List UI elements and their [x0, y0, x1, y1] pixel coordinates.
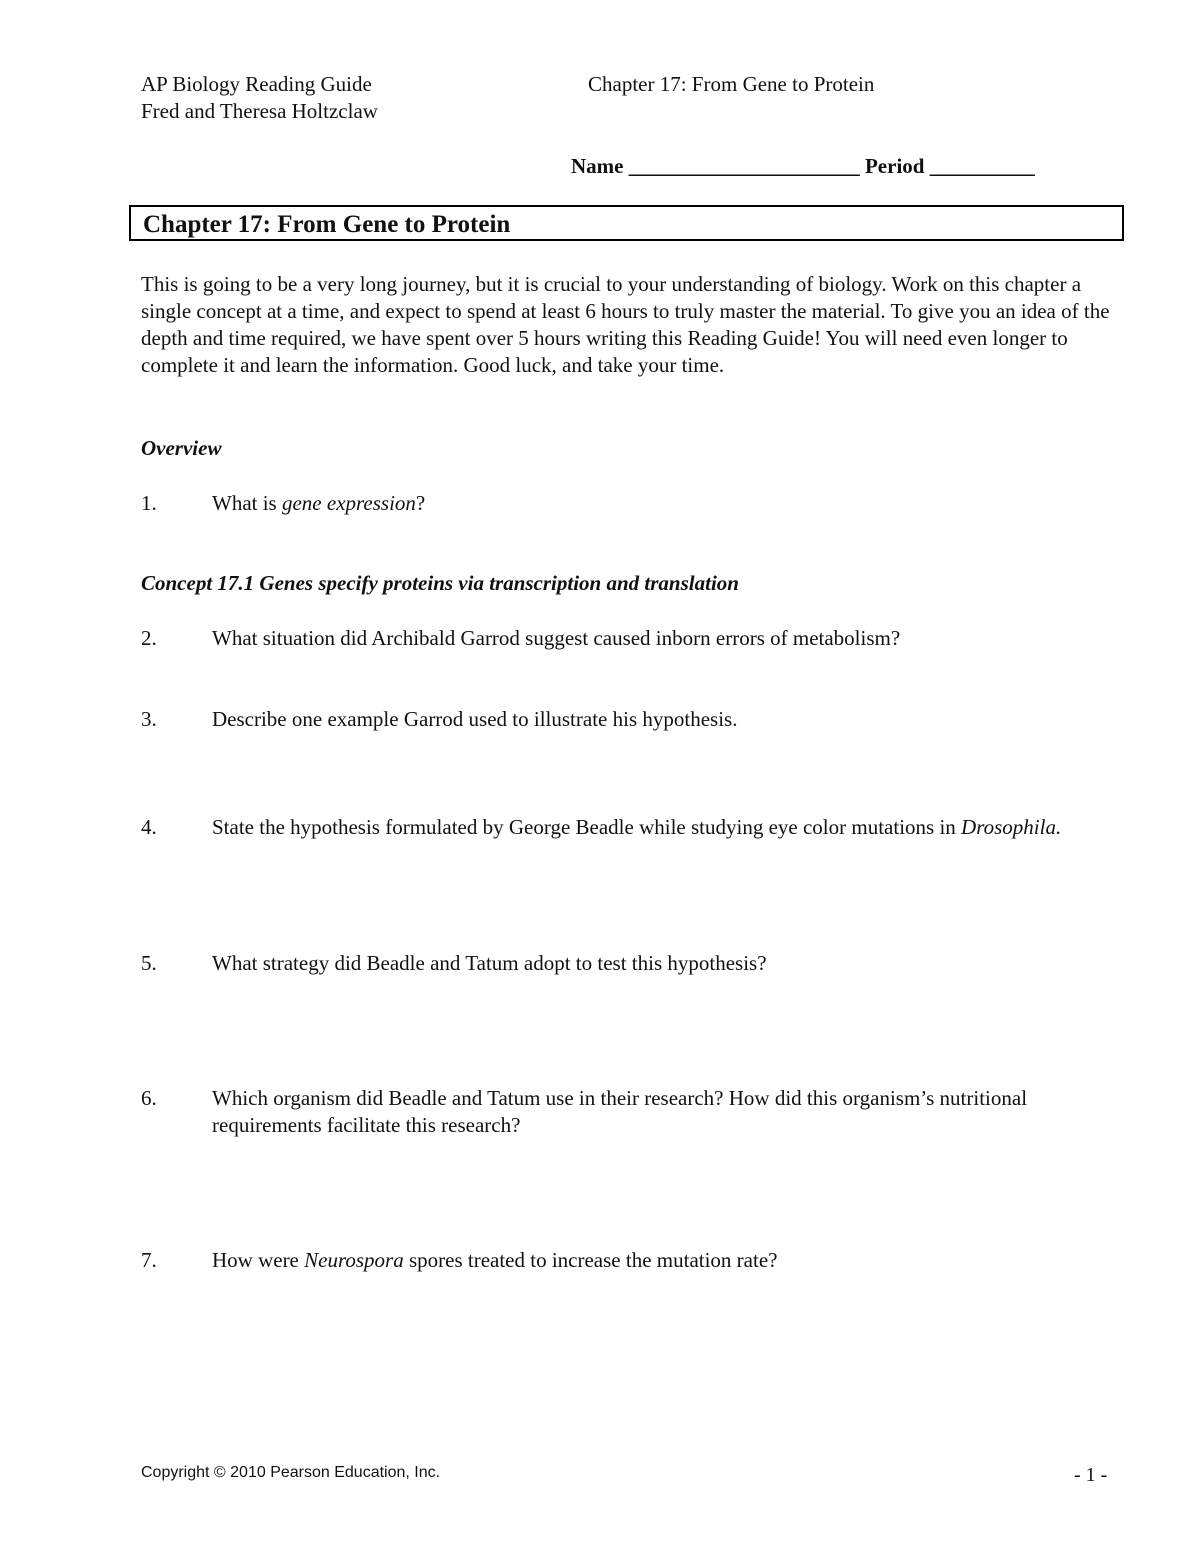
question-number: 1. [141, 491, 157, 515]
question-2 [141, 625, 1126, 652]
footer-copyright: Copyright © 2010 Pearson Education, Inc. [141, 1464, 441, 1481]
chapter-title-box [129, 205, 1124, 241]
question-text: What strategy did Beadle and Tatum adopt to test this hypothesis? [212, 951, 767, 975]
question-text: Describe one example Garrod used to illustrate his hypothesis. [212, 707, 738, 731]
section-overview: Overview [141, 436, 222, 460]
question-number: 4. [141, 815, 157, 839]
question-number: 5. [141, 951, 157, 975]
section-concept-17-1: Concept 17.1 Genes specify proteins via transcription and translation [141, 571, 739, 595]
header-authors: Fred and Theresa Holtzclaw [141, 99, 378, 123]
question-6 [141, 1085, 1126, 1139]
question-3 [141, 706, 1126, 733]
question-4: 4. State the hypothesis formulated by George Beadle while studying eye color mutations in Drosophila. [141, 815, 1062, 839]
question-text: Which organism did Beadle and Tatum use in their research? How did this organism’s nutritional requirements facilitate this research? [212, 1086, 1028, 1137]
header-chapter: Chapter 17: From Gene to Protein [588, 72, 875, 96]
question-7: 7. How were Neurospora spores treated to increase the mutation rate? [141, 1248, 778, 1272]
page-number: - 1 - [1074, 1464, 1108, 1486]
header-guide-title: AP Biology Reading Guide [141, 72, 372, 96]
question-5 [141, 950, 1126, 977]
question-number: 7. [141, 1248, 157, 1272]
intro-paragraph: This is going to be a very long journey, but it is crucial to your understanding of biology. Work on this chapter a single concept at a time, and expect to spend at least 6 hours to truly master the material. To give you an idea of the depth and time required, we have spent over 5 hours writing this Reading Guide! You will need even longer to complete it and learn the information. Good luck, and take your time. [141, 272, 1110, 377]
question-number: 3. [141, 707, 157, 731]
question-text: What situation did Archibald Garrod suggest caused inborn errors of metabolism? [212, 626, 901, 650]
chapter-title: Chapter 17: From Gene to Protein [143, 211, 511, 238]
question-1: 1. What is gene expression? [141, 491, 426, 515]
question-number: 2. [141, 626, 157, 650]
name-period-field[interactable]: Name ______________________ Period __________ [571, 154, 1035, 178]
question-number: 6. [141, 1086, 157, 1110]
